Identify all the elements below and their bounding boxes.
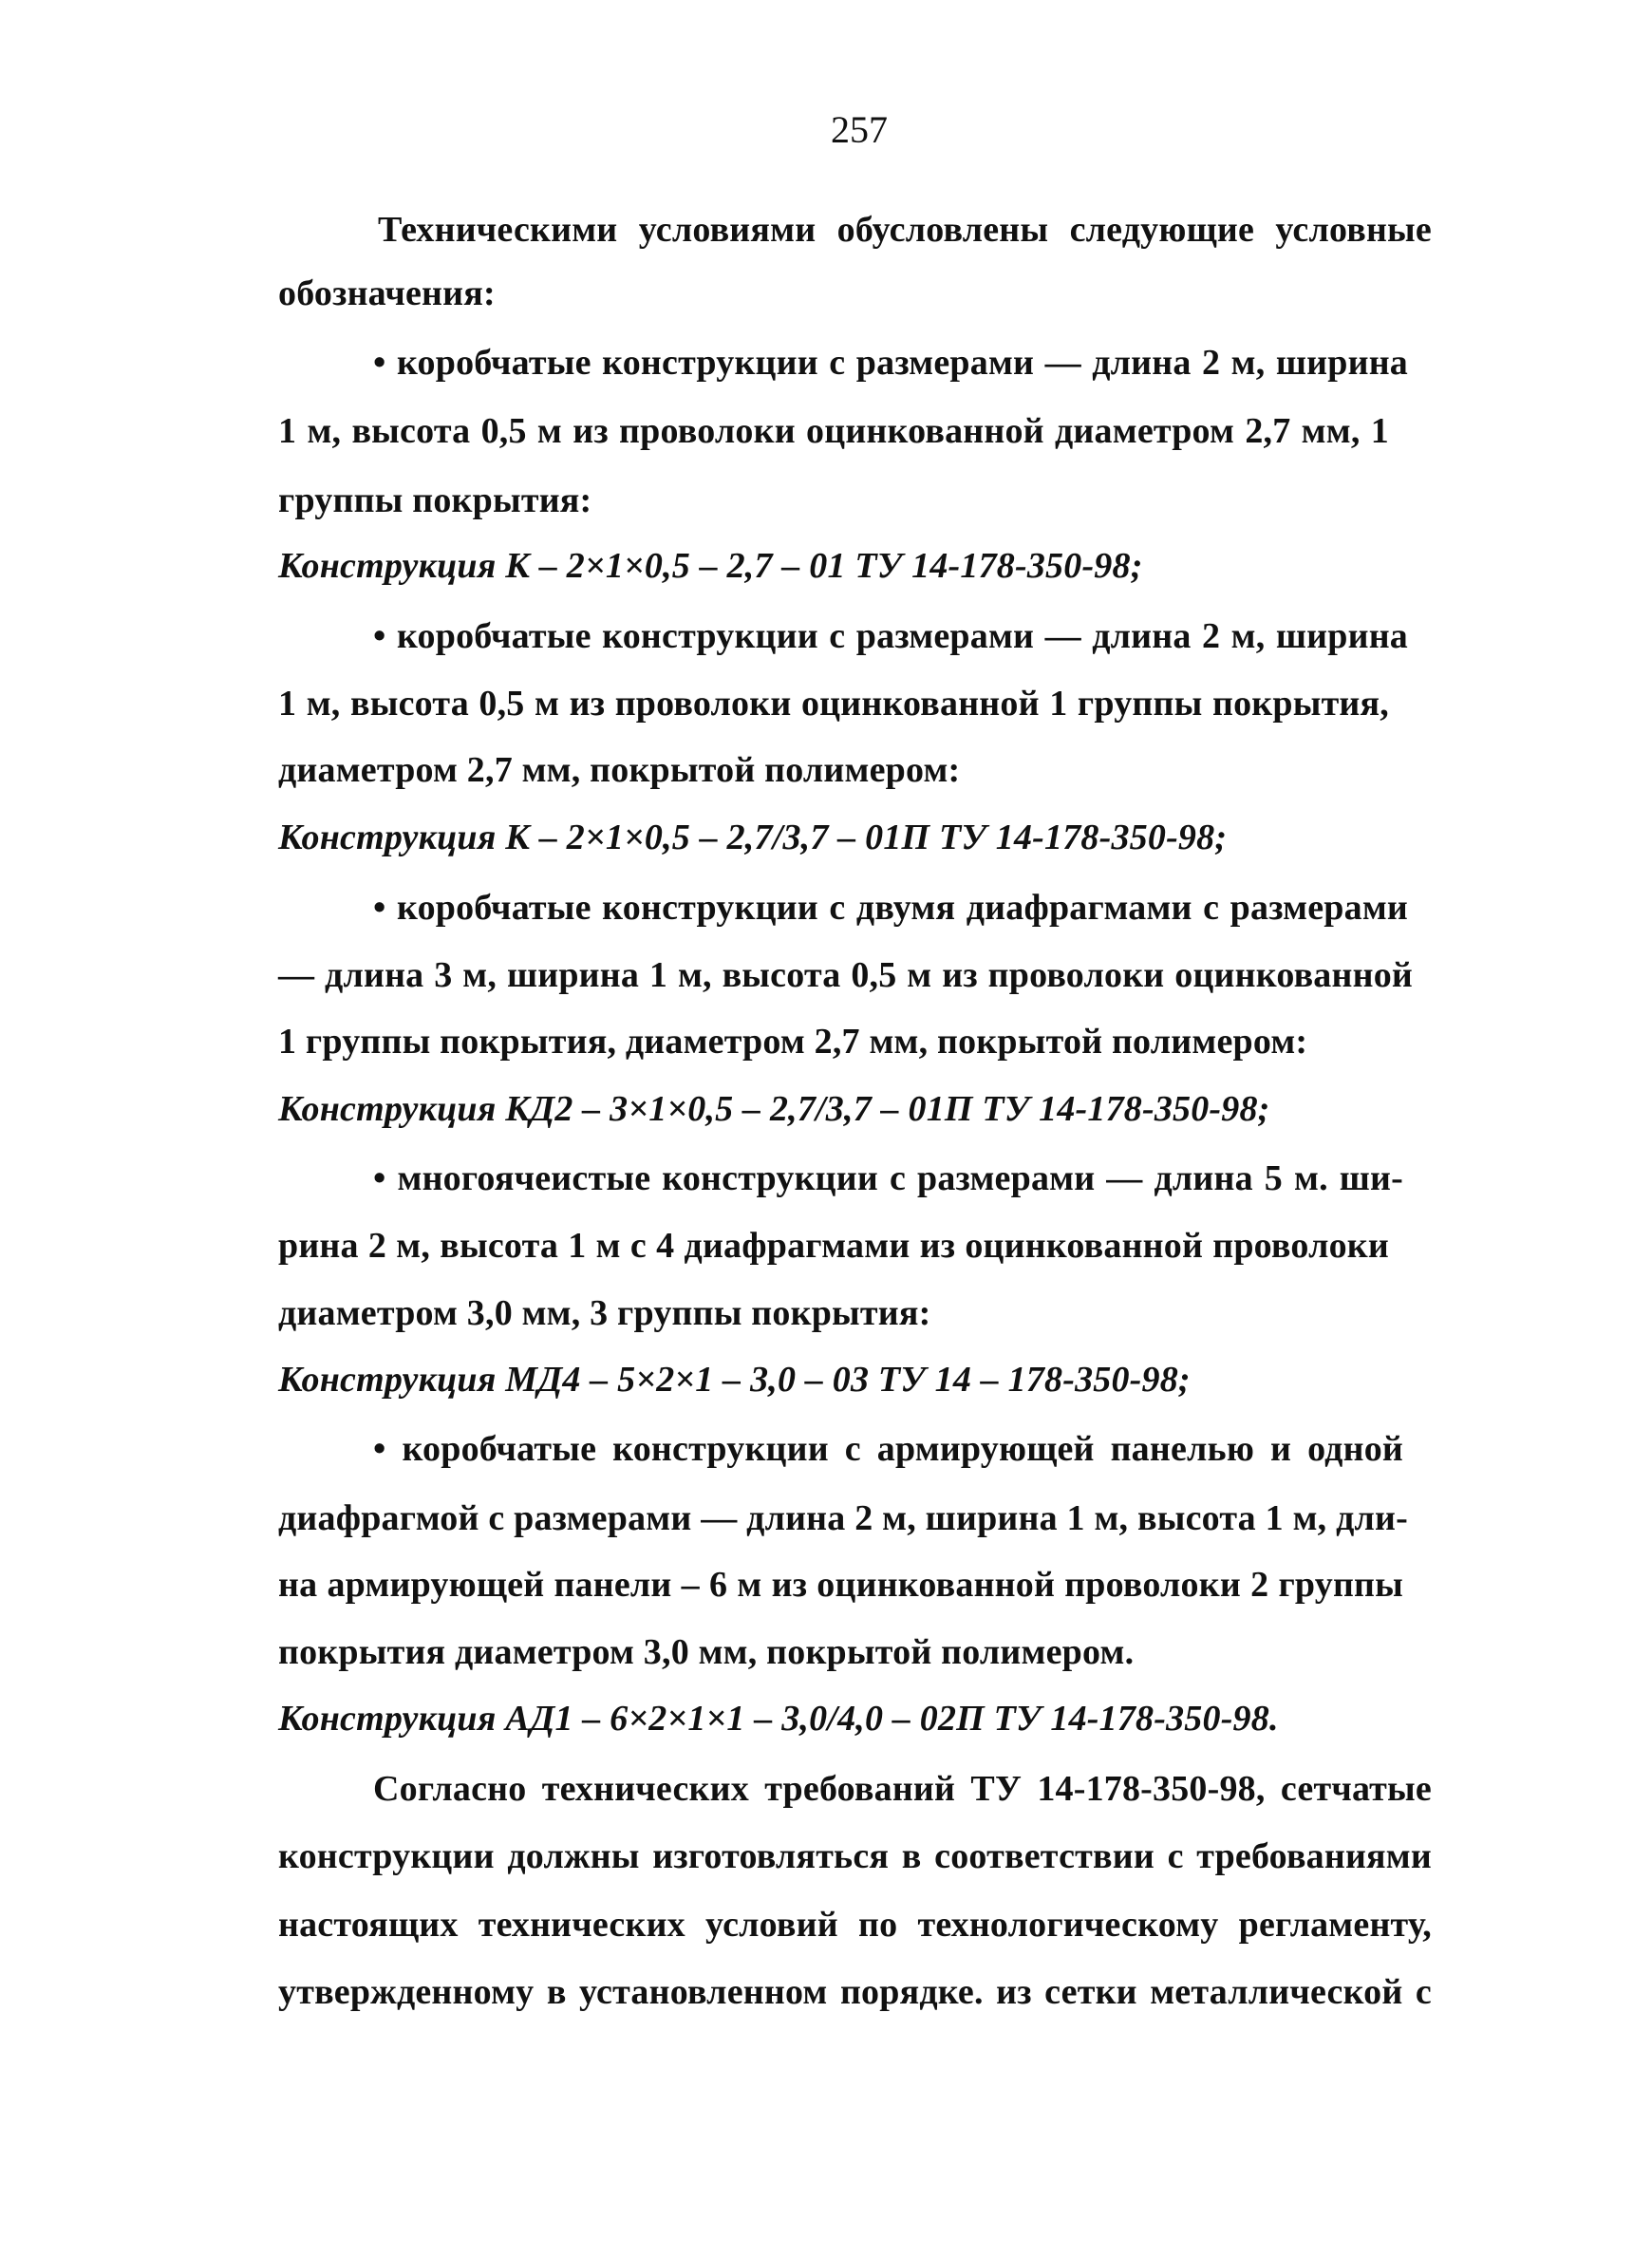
bullet-line: диафрагмой с размерами — длина 2 м, ширина 1 м, высота 1 м, дли- — [278, 1498, 1408, 1538]
bullet-line: • коробчатые конструкции с размерами — длина 2 м, ширина — [373, 343, 1408, 383]
paragraph-line: Техническими условиями обусловлены следующие условные — [378, 210, 1432, 250]
paragraph-line: Согласно технических требований ТУ 14-178-350-98, сетчатые — [373, 1769, 1432, 1809]
bullet-line: 1 группы покрытия, диаметром 2,7 мм, покрытой полимером: — [278, 1022, 1308, 1062]
bullet-line: покрытия диаметром 3,0 мм, покрытой полимером. — [278, 1632, 1135, 1672]
bullet-line: рина 2 м, высота 1 м с 4 диафрагмами из оцинкованной проволоки — [278, 1226, 1389, 1266]
paragraph-line: конструкции должны изготовляться в соответствии с требованиями — [278, 1836, 1432, 1876]
page-number: 257 — [831, 108, 888, 151]
bullet-line: диаметром 2,7 мм, покрытой полимером: — [278, 750, 961, 790]
paragraph-line: обозначения: — [278, 273, 496, 313]
bullet-line: • коробчатые конструкции с размерами — длина 2 м, ширина — [373, 616, 1408, 656]
designation-line: Конструкция К – 2×1×0,5 – 2,7/3,7 – 01П ТУ 14-178-350-98; — [278, 818, 1228, 857]
paragraph-line: утвержденному в установленном порядке. из сетки металлической с — [278, 1972, 1432, 2012]
designation-line: Конструкция МД4 – 5×2×1 – 3,0 – 03 ТУ 14 – 178-350-98; — [278, 1360, 1191, 1400]
bullet-line: 1 м, высота 0,5 м из проволоки оцинкованной диаметром 2,7 мм, 1 — [278, 411, 1389, 451]
bullet-line: группы покрытия: — [278, 480, 592, 520]
bullet-line: • многоячеистые конструкции с размерами — длина 5 м. ши- — [373, 1158, 1403, 1198]
designation-line: Конструкция КД2 – 3×1×0,5 – 2,7/3,7 – 01П ТУ 14-178-350-98; — [278, 1089, 1270, 1129]
bullet-line: • коробчатые конструкции с двумя диафрагмами с размерами — [373, 888, 1408, 928]
designation-line: Конструкция К – 2×1×0,5 – 2,7 – 01 ТУ 14-178-350-98; — [278, 546, 1143, 586]
paragraph-line: настоящих технических условий по технологическому регламенту, — [278, 1905, 1432, 1945]
bullet-line: на армирующей панели – 6 м из оцинкованной проволоки 2 группы — [278, 1565, 1403, 1605]
bullet-line: диаметром 3,0 мм, 3 группы покрытия: — [278, 1293, 931, 1333]
bullet-line: — длина 3 м, ширина 1 м, высота 0,5 м из проволоки оцинкованной — [278, 955, 1413, 995]
designation-line: Конструкция АД1 – 6×2×1×1 – 3,0/4,0 – 02П ТУ 14-178-350-98. — [278, 1699, 1279, 1739]
bullet-line: • коробчатые конструкции с армирующей панелью и одной — [373, 1429, 1403, 1469]
bullet-line: 1 м, высота 0,5 м из проволоки оцинкованной 1 группы покрытия, — [278, 684, 1389, 724]
